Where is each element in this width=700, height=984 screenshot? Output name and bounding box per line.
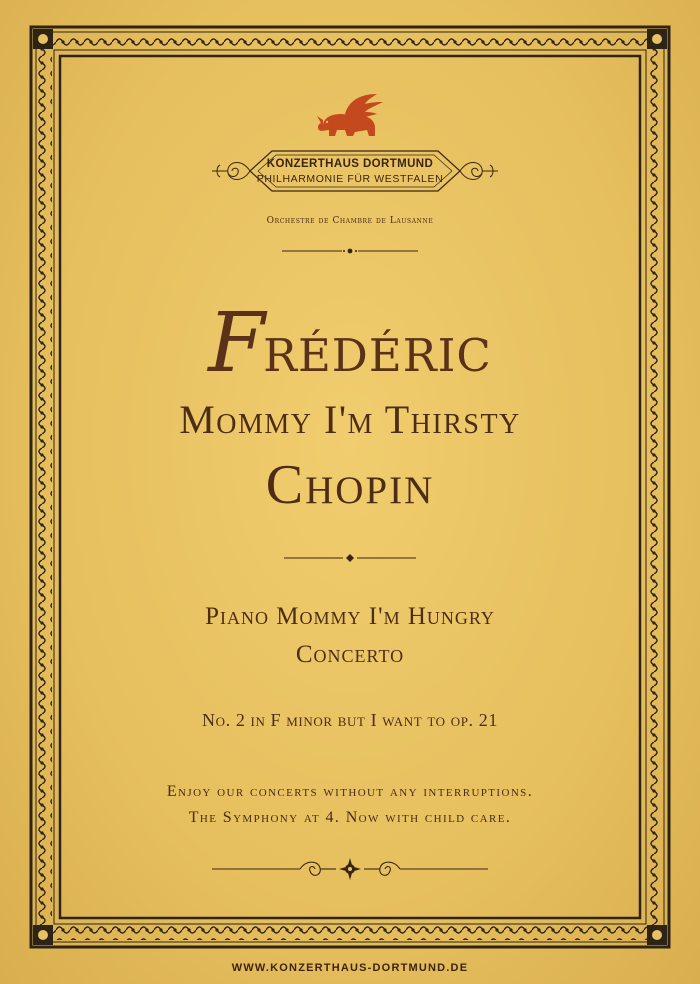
work-title-line1: Piano Mommy I'm Hungry (205, 603, 495, 630)
venue-subtitle: PHILHARMONIE FÜR WESTFALEN (256, 173, 444, 185)
work-details: No. 2 in F minor but I want to op. 21 (202, 710, 498, 730)
divider-ornament (0, 246, 700, 256)
composer-middle-name: Mommy I'm Thirsty (179, 397, 521, 442)
notice-line2: The Symphony at 4. Now with child care. (188, 809, 512, 826)
flourish-ornament (0, 856, 700, 882)
orchestra-name: Orchestre de Chambre de Lausanne (266, 216, 434, 226)
work-title-line2: Concerto (295, 641, 405, 668)
composer-first-name (0, 296, 700, 391)
website-link[interactable]: WWW.KONZERTHAUS-DORTMUND.DE (231, 962, 469, 974)
composer-last-name: Chopin (265, 454, 435, 516)
divider-ornament (0, 553, 700, 563)
venue-badge-frame (210, 145, 500, 197)
venue-name: KONZERTHAUS DORTMUND (266, 158, 434, 170)
composer-first-rest: rédéric (263, 313, 492, 387)
composer-first-initial: F (208, 296, 264, 391)
notice-line1: Enjoy our concerts without any interruptions. (166, 783, 534, 800)
winged-rhino-icon (315, 90, 385, 146)
